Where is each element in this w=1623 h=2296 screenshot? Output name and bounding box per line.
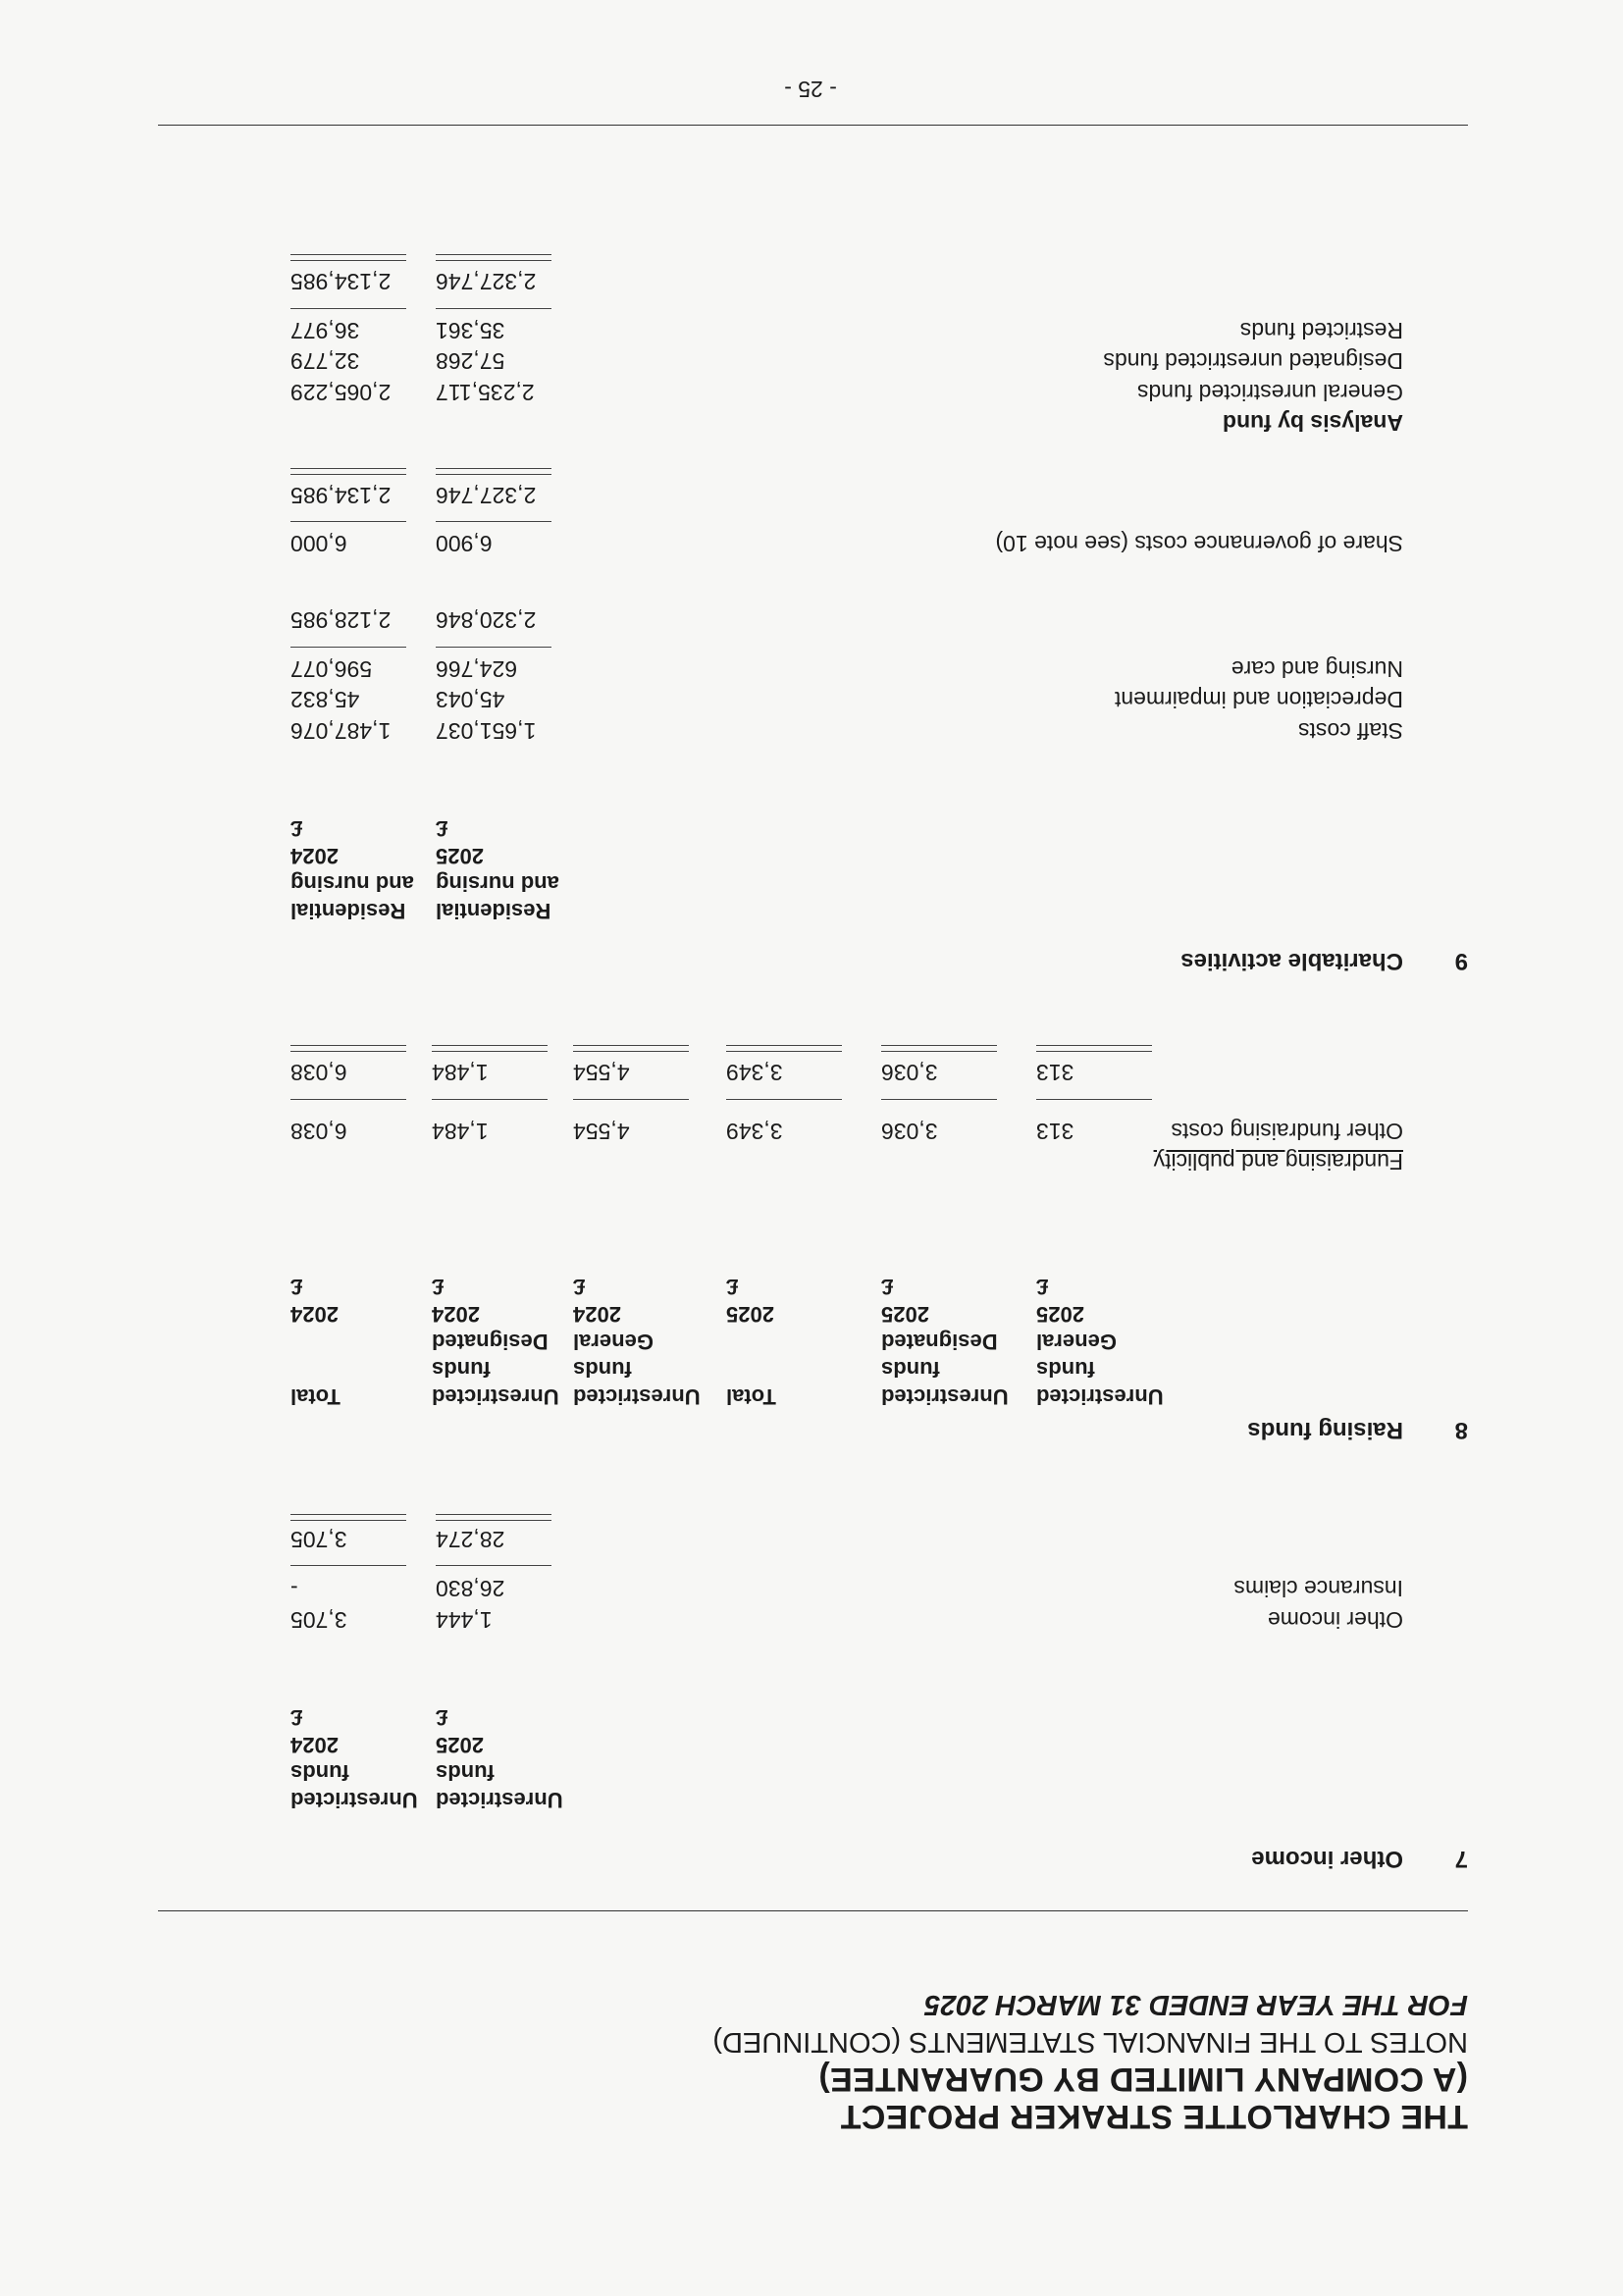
note9-analysis-dline-2025 (436, 254, 551, 261)
note9-analysis-general-2024: 2,065,229 (290, 380, 392, 405)
note9-title: Charitable activities (1180, 948, 1403, 974)
note9-row-staff-2024: 1,487,076 (290, 718, 392, 744)
note9-row-nursing-2024: 596,077 (290, 656, 373, 682)
note8-row-general-2024: 4,554 (573, 1119, 630, 1144)
note8-row-designated-2025: 3,036 (881, 1119, 938, 1144)
note8-col-designated-2024: Unrestricted funds Designated 2024 £ (432, 1275, 559, 1409)
note9-total-2024: 2,134,985 (290, 483, 392, 508)
note8-total-general-2025: 313 (1036, 1060, 1074, 1085)
note9-total-line-2025 (436, 521, 551, 522)
note7-number: 7 (1454, 1846, 1468, 1872)
note8-row-total-2024: 6,038 (290, 1119, 347, 1144)
note9-total-line-2024 (290, 521, 406, 522)
note8-dline-5 (432, 1045, 548, 1052)
note8-col-total-2024: Total 2024 £ (290, 1275, 340, 1409)
note7-row-insurance-2025: 26,830 (436, 1576, 505, 1601)
note9-analysis-dline-2024 (290, 254, 406, 261)
note7-row-insurance-2024: - (290, 1576, 298, 1601)
note8-line-4 (573, 1099, 689, 1100)
note8-col-general-2024: Unrestricted funds General 2024 £ (573, 1275, 701, 1409)
note9-analysis-designated-2024: 32,779 (290, 348, 360, 374)
note7-total-2024: 3,705 (290, 1527, 347, 1552)
note9-analysis-total-2025: 2,327,746 (436, 269, 537, 294)
note8-line-3 (726, 1099, 842, 1100)
note9-subtotal-line-2024 (290, 647, 406, 648)
note8-row-designated-2024: 1,484 (432, 1119, 489, 1144)
note9-number: 9 (1454, 948, 1468, 974)
note7-subtotal-line-2025 (436, 1565, 551, 1566)
note9-governance-label: Share of governance costs (see note 10) (995, 531, 1403, 556)
note8-line-1 (1036, 1099, 1152, 1100)
company-type: (A COMPANY LIMITED BY GUARANTEE) (818, 2061, 1468, 2098)
period-title: FOR THE YEAR ENDED 31 MARCH 2025 (924, 1989, 1468, 2020)
note8-col-general-2025: Unrestricted funds General 2025 £ (1036, 1275, 1164, 1409)
note9-total-2025: 2,327,746 (436, 483, 537, 508)
note7-col-2024: Unrestricted funds 2024 £ (290, 1705, 418, 1812)
note7-row-insurance-label: Insurance claims (1233, 1576, 1403, 1601)
note9-analysis-restricted-2025: 35,361 (436, 318, 505, 343)
note8-col-designated-2025: Unrestricted funds Designated 2025 £ (881, 1275, 1009, 1409)
note8-row-label: Other fundraising costs (1171, 1119, 1403, 1144)
note9-row-nursing-label: Nursing and care (1230, 656, 1403, 682)
note8-row-total-2025: 3,349 (726, 1119, 783, 1144)
note9-analysis-title: Analysis by fund (1222, 410, 1403, 436)
note8-title: Raising funds (1247, 1417, 1403, 1443)
notes-title: NOTES TO THE FINANCIAL STATEMENTS (CONTINUED) (712, 2026, 1468, 2058)
note9-governance-2024: 6,000 (290, 531, 347, 556)
note9-analysis-designated-label: Designated unrestricted funds (1103, 348, 1403, 374)
note8-number: 8 (1454, 1417, 1468, 1443)
note9-analysis-general-2025: 2,235,117 (436, 380, 535, 405)
note9-row-depreciation-2024: 45,832 (290, 687, 360, 712)
note8-subheading: Fundraising and publicity (1153, 1149, 1403, 1174)
note8-dline-4 (573, 1045, 689, 1052)
note9-analysis-restricted-label: Restricted funds (1239, 318, 1403, 343)
note7-row-other-income-2024: 3,705 (290, 1607, 347, 1633)
note7-total-2025: 28,274 (436, 1527, 505, 1552)
note8-dline-6 (290, 1045, 406, 1052)
note8-total-total-2025: 3,349 (726, 1060, 783, 1085)
note8-line-5 (432, 1099, 548, 1100)
org-name: THE CHARLOTTE STRAKER PROJECT (840, 2098, 1468, 2135)
note7-col-2025: Unrestricted funds 2025 £ (436, 1705, 563, 1812)
note9-analysis-designated-2025: 57,268 (436, 348, 505, 374)
note8-row-general-2025: 313 (1036, 1119, 1074, 1144)
note8-dline-2 (881, 1045, 997, 1052)
note8-col-total-2025: Total 2025 £ (726, 1275, 776, 1409)
note9-subtotal-line-2025 (436, 647, 551, 648)
note9-total-dline-2025 (436, 468, 551, 475)
note9-governance-2025: 6,900 (436, 531, 493, 556)
note9-analysis-total-2024: 2,134,985 (290, 269, 392, 294)
note9-analysis-line-2024 (290, 308, 406, 309)
note8-total-total-2024: 6,038 (290, 1060, 347, 1085)
note9-row-depreciation-2025: 45,043 (436, 687, 505, 712)
note9-row-staff-2025: 1,651,037 (436, 718, 537, 744)
note7-row-other-income-label: Other income (1267, 1607, 1403, 1633)
note9-subtotal-2024: 2,128,985 (290, 607, 392, 633)
note9-subtotal-2025: 2,320,846 (436, 607, 537, 633)
note9-analysis-line-2025 (436, 308, 551, 309)
header-rule (158, 1910, 1468, 1911)
note8-line-2 (881, 1099, 997, 1100)
note8-line-6 (290, 1099, 406, 1100)
note9-row-nursing-2025: 624,766 (436, 656, 518, 682)
note7-subtotal-line-2024 (290, 1565, 406, 1566)
note8-total-general-2024: 4,554 (573, 1060, 630, 1085)
note9-col-2024: Residential and nursing 2024 £ (290, 816, 414, 923)
note7-row-other-income-2025: 1,444 (436, 1607, 493, 1633)
note9-row-staff-label: Staff costs (1298, 718, 1403, 744)
note7-total-dline-2025 (436, 1514, 551, 1521)
note9-analysis-restricted-2024: 36,977 (290, 318, 360, 343)
note7-total-dline-2024 (290, 1514, 406, 1521)
note9-row-depreciation-label: Depreciation and impairment (1114, 687, 1403, 712)
note8-dline-1 (1036, 1045, 1152, 1052)
footer-rule (158, 125, 1468, 126)
note9-total-dline-2024 (290, 468, 406, 475)
note8-total-designated-2024: 1,484 (432, 1060, 489, 1085)
note9-analysis-general-label: General unrestricted funds (1136, 380, 1403, 405)
note9-col-2025: Residential and nursing 2025 £ (436, 816, 559, 923)
note7-title: Other income (1251, 1846, 1403, 1872)
note8-total-designated-2025: 3,036 (881, 1060, 938, 1085)
note8-dline-3 (726, 1045, 842, 1052)
page-number: - 25 - (784, 77, 837, 102)
